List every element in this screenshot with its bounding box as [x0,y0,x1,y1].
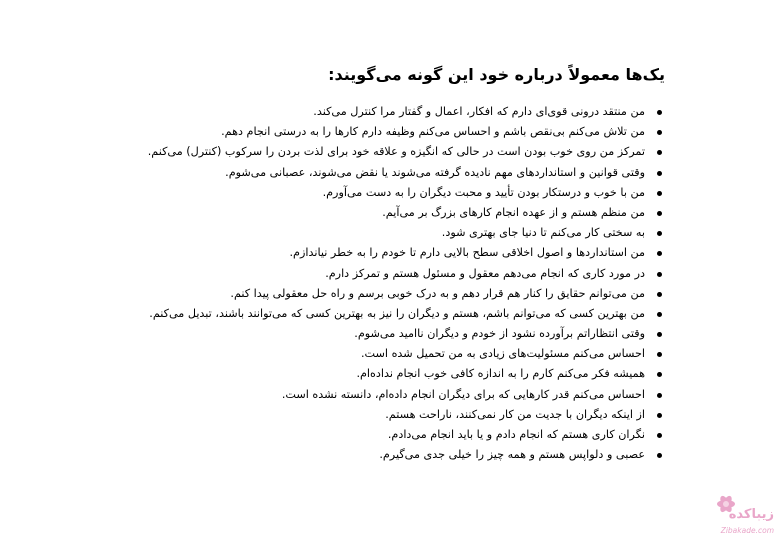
bullet-item [99,326,665,342]
bullet-dot-icon [657,453,662,458]
bullet-dot-icon [657,372,662,377]
bullet-dot-icon [657,150,662,155]
bullet-text: به سختی کار می‌کنم تا دنیا جای بهتری شود. [441,226,645,240]
bullet-item [99,245,665,261]
bullet-text: من تلاش می‌کنم بی‌نقص باشم و احساس می‌کنم وظیفه دارم کارها را به درستی انجام دهم. [221,125,645,139]
logo-text: زیباکده [728,507,774,522]
bullet-dot-icon [657,413,662,418]
bullet-text: من منتقد درونی قوی‌ای دارم که افکار، اعمال و گفتار مرا کنترل می‌کند. [313,105,645,118]
bullet-text: احساس می‌کنم قدر کارهایی که برای دیگران انجام داده‌ام، دانسته نشده است. [281,387,645,401]
bullet-dot-icon [657,393,662,398]
bullet-item [99,205,665,221]
bullet-text: عصبی و دلواپس هستم و همه چیز را خیلی جدی می‌گیرم. [379,448,645,462]
bullet-text: همیشه فکر می‌کنم کارم را به اندازه کافی خوب انجام نداده‌ام. [356,367,645,381]
bullet-text: من می‌توانم حقایق را کنار هم قرار دهم و به درک خوبی برسم و راه حل معقولی پیدا کنم. [230,286,645,300]
bullet-dot-icon [657,130,662,135]
bullet-item [99,427,665,443]
bullet-dot-icon [657,110,662,115]
bullet-dot-icon [657,332,662,337]
bullet-list [99,104,665,467]
bullet-dot-icon [657,191,662,196]
bullet-text: احساس می‌کنم مسئولیت‌های زیادی به من تحمیل شده است. [360,347,645,361]
bullet-item [99,366,665,382]
bullet-item [99,225,665,241]
bullet-item [99,144,665,160]
bullet-item [99,266,665,282]
bullet-text: تمرکز من روی خوب بودن است در حالی که انگیزه و علاقه خود برای لذت بردن را سرکوب (کنترل) می‌کنم. [147,145,645,159]
bullet-text: در مورد کاری که انجام می‌دهم معقول و مسئول هستم و تمرکز دارم. [325,266,645,280]
bullet-dot-icon [657,251,662,256]
bullet-text: من منظم هستم و از عهده انجام کارهای بزرگ بر می‌آیم. [382,205,645,219]
bullet-dot-icon [657,292,662,297]
bullet-item [99,387,665,403]
bullet-text: من استانداردها و اصول اخلاقی سطح بالایی دارم تا خودم را به خطر نیاندازم. [289,246,645,260]
flower-logo-icon [712,490,778,542]
bullet-item [99,165,665,181]
bullet-dot-icon [657,352,662,357]
bullet-text: وقتی انتظاراتم برآورده نشود از خودم و دیگران ناامید می‌شوم. [354,327,645,341]
bullet-text: نگران کاری هستم که انجام دادم و یا باید انجام می‌دادم. [387,428,645,441]
bullet-dot-icon [657,231,662,236]
bullet-item [99,124,665,140]
bullet-dot-icon [657,171,662,176]
bullet-item [99,185,665,201]
bullet-text: وقتی قوانین و استانداردهای مهم نادیده گرفته می‌شوند یا نقض می‌شوند، عصبانی می‌شوم. [225,165,645,179]
bullet-text: من با خوب و درستکار بودن تأیید و محبت دیگران را به دست می‌آورم. [322,185,645,199]
bullet-item [99,346,665,362]
bullet-dot-icon [657,272,662,277]
bullet-dot-icon [657,433,662,438]
bullet-dot-icon [657,312,662,317]
logo-subtext: Zibakade.com [720,526,774,535]
slide-title: یک‌ها معمولاً درباره خود این گونه می‌گویند: [328,65,665,84]
bullet-item [99,306,665,322]
bullet-item [99,407,665,423]
bullet-text: من بهترین کسی که می‌توانم باشم، هستم و دیگران را نیز به بهترین کسی که می‌توانند باشند، تبدیل می‌کنم. [149,306,645,320]
watermark-logo [712,490,778,542]
bullet-text: از اینکه دیگران با جدیت من کار نمی‌کنند، ناراحت هستم. [385,407,645,421]
bullet-item [99,447,665,463]
bullet-item [99,104,665,120]
bullet-dot-icon [657,211,662,216]
bullet-item [99,286,665,302]
